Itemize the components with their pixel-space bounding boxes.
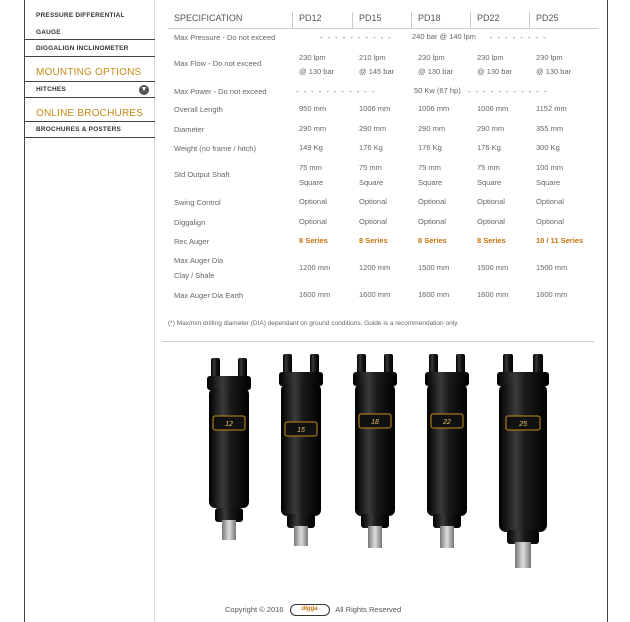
- table-cell: @ 130 bar: [477, 67, 513, 76]
- table-cell: 75 mm: [299, 163, 322, 172]
- auger-drives-image: [195, 352, 595, 572]
- row-label: Max Flow - Do not exceed: [174, 59, 262, 68]
- model-header-pd12: PD12: [299, 13, 322, 23]
- table-cell: @ 130 bar: [536, 67, 572, 76]
- auger-pd22: [425, 354, 469, 548]
- dash-leader: - - - - - - - - - -: [320, 33, 393, 42]
- table-cell: Square: [418, 178, 443, 187]
- table-cell: 1600 mm: [418, 290, 450, 299]
- table-cell: @ 130 bar: [299, 67, 335, 76]
- row-label: Rec Auger: [174, 237, 210, 246]
- sidebar-divider: [25, 39, 155, 40]
- table-cell: Square: [477, 178, 502, 187]
- table-cell: Optional: [359, 217, 387, 226]
- sidebar-item-diggalign-inclinometer[interactable]: DIGGALIGN INCLINOMETER: [36, 45, 129, 52]
- online-brochures-heading: ONLINE BROCHURES: [36, 108, 144, 119]
- header-separator: [411, 12, 412, 28]
- row-label: Max Auger Dia: [174, 256, 224, 265]
- row-label: Max Pressure - Do not exceed: [174, 33, 276, 42]
- table-cell: Optional: [359, 197, 387, 206]
- auger-model-label: 12: [225, 421, 233, 428]
- spec-header: SPECIFICATION: [174, 13, 243, 23]
- table-cell: 290 mm: [418, 124, 446, 133]
- section-divider: [162, 341, 594, 342]
- sidebar-item-pressure-differential[interactable]: PRESSURE DIFFERENTIAL: [36, 12, 125, 19]
- table-cell: 1600 mm: [299, 290, 331, 299]
- sidebar-item-gauge[interactable]: GAUGE: [36, 29, 61, 36]
- table-cell: Square: [536, 178, 561, 187]
- table-cell: Optional: [477, 217, 505, 226]
- table-cell: 8 Series: [477, 236, 506, 245]
- table-cell: Square: [299, 178, 324, 187]
- sidebar-item-hitches[interactable]: [25, 86, 155, 93]
- chevron-down-icon[interactable]: ▼: [140, 86, 148, 93]
- header-separator: [352, 12, 353, 28]
- table-cell: 950 mm: [299, 104, 327, 113]
- table-cell: Optional: [477, 197, 505, 206]
- table-cell: 230 lpm: [477, 53, 504, 62]
- table-cell: 230 lpm: [418, 53, 445, 62]
- model-header-pd25: PD25: [536, 13, 559, 23]
- table-cell: 230 lpm: [299, 53, 326, 62]
- table-cell: 300 Kg: [536, 143, 560, 152]
- header-divider: [168, 28, 598, 29]
- row-label: Clay / Shale: [174, 271, 215, 280]
- disclaimer-note: (*) Max/min drilling diameter (DIA) dependant on ground conditions. Guide is a recommendation only.: [168, 320, 459, 327]
- table-cell: 355 mm: [536, 124, 564, 133]
- rights-text: All Rights Reserved: [335, 604, 402, 614]
- table-cell: 1200 mm: [299, 263, 331, 272]
- sidebar: [25, 0, 155, 622]
- table-cell: 8 Series: [359, 236, 388, 245]
- table-cell: 290 mm: [477, 124, 505, 133]
- auger-model-label: 25: [519, 421, 527, 428]
- row-label: Max Power - Do not exceed: [174, 87, 267, 96]
- table-cell: 1500 mm: [536, 263, 568, 272]
- auger-model-label: 18: [371, 419, 379, 426]
- table-cell: 1200 mm: [359, 263, 391, 272]
- mounting-options-heading: MOUNTING OPTIONS: [36, 67, 142, 78]
- table-cell: 176 Kg: [477, 143, 501, 152]
- digga-logo[interactable]: digga: [290, 604, 330, 616]
- row-label: Weight (no frame / hitch): [174, 144, 256, 153]
- dash-leader: - - - - - - - - - - -: [468, 87, 548, 96]
- table-cell: 1006 mm: [418, 104, 450, 113]
- table-cell: 176 Kg: [359, 143, 383, 152]
- auger-pd12: [207, 358, 251, 540]
- table-cell: 8 Series: [299, 236, 328, 245]
- dash-leader: - - - - - - - -: [490, 33, 548, 42]
- copyright-text: Copyright © 2016: [225, 604, 284, 614]
- sidebar-divider: [25, 137, 155, 138]
- header-separator: [529, 12, 530, 28]
- auger-drives-illustration: [195, 352, 595, 572]
- row-label: Std Output Shaft: [174, 170, 230, 179]
- auger-pd25: [497, 354, 549, 568]
- table-cell: 75 mm: [359, 163, 382, 172]
- table-cell: 149 Kg: [299, 143, 323, 152]
- table-cell: @ 130 bar: [418, 67, 454, 76]
- sidebar-item-label: BROCHURES & POSTERS: [36, 126, 122, 133]
- table-cell: Optional: [299, 217, 327, 226]
- table-cell: 290 mm: [299, 124, 327, 133]
- sidebar-item-label: HITCHES: [36, 86, 66, 93]
- table-cell: 1006 mm: [477, 104, 509, 113]
- table-cell: Optional: [418, 217, 446, 226]
- merged-value: 50 Kw (67 hp): [414, 86, 461, 95]
- table-cell: 10 / 11 Series: [536, 236, 584, 245]
- sidebar-divider: [25, 81, 155, 82]
- table-cell: Optional: [418, 197, 446, 206]
- row-label: Diggalign: [174, 218, 206, 227]
- table-cell: 210 lpm: [359, 53, 386, 62]
- table-cell: 75 mm: [418, 163, 441, 172]
- auger-pd18: [353, 354, 397, 548]
- row-label: Overall Length: [174, 105, 223, 114]
- sidebar-divider: [25, 121, 155, 122]
- table-cell: 75 mm: [477, 163, 500, 172]
- header-separator: [292, 12, 293, 28]
- auger-pd15: [279, 354, 323, 546]
- table-cell: 1006 mm: [359, 104, 391, 113]
- table-cell: 1600 mm: [536, 290, 568, 299]
- auger-model-label: 15: [297, 427, 305, 434]
- row-label: Max Auger Dia Earth: [174, 291, 244, 300]
- table-cell: 290 mm: [359, 124, 387, 133]
- model-header-pd18: PD18: [418, 13, 441, 23]
- footer: [225, 604, 401, 616]
- row-label: Swing Control: [174, 198, 221, 207]
- table-cell: Optional: [536, 197, 564, 206]
- table-cell: 100 mm: [536, 163, 564, 172]
- table-cell: @ 145 bar: [359, 67, 395, 76]
- table-cell: 176 Kg: [418, 143, 442, 152]
- row-label: Diameter: [174, 125, 205, 134]
- model-header-pd22: PD22: [477, 13, 500, 23]
- table-cell: 1600 mm: [477, 290, 509, 299]
- sidebar-item-brochures-posters[interactable]: [25, 126, 155, 133]
- header-separator: [470, 12, 471, 28]
- table-cell: Optional: [536, 217, 564, 226]
- sidebar-divider: [25, 56, 155, 57]
- auger-model-label: 22: [443, 419, 451, 426]
- table-cell: 1500 mm: [477, 263, 509, 272]
- table-cell: 1600 mm: [359, 290, 391, 299]
- table-cell: Square: [359, 178, 384, 187]
- table-cell: Optional: [299, 197, 327, 206]
- table-cell: 1500 mm: [418, 263, 450, 272]
- sidebar-divider: [25, 97, 155, 98]
- table-cell: 1152 mm: [536, 104, 567, 113]
- merged-value: 240 bar @ 140 lpm: [412, 32, 476, 41]
- model-header-pd15: PD15: [359, 13, 382, 23]
- table-cell: 8 Series: [418, 236, 447, 245]
- dash-leader: - - - - - - - - - - -: [296, 87, 376, 96]
- table-cell: 230 lpm: [536, 53, 563, 62]
